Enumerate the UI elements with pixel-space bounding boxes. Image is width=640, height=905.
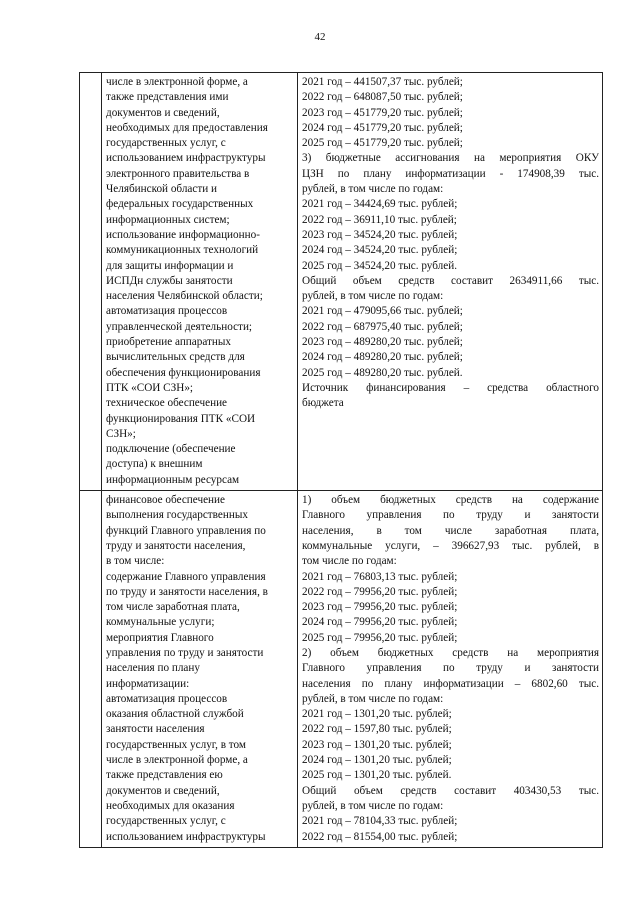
description-line: государственных услуг, с: [106, 815, 226, 828]
description-line: информационным ресурсам: [106, 473, 240, 486]
description-line: функций Главного управления по: [106, 524, 266, 537]
description-line: управленческой деятельности;: [106, 320, 253, 333]
description-line: в том числе:: [106, 555, 165, 568]
description-line: Челябинской области и: [106, 183, 218, 196]
funding-line: рублей, в том числе по годам:: [302, 290, 444, 303]
funding-line: 2025 год – 1301,20 тыс. рублей.: [302, 769, 452, 782]
funding-line: том числе по годам:: [302, 555, 397, 568]
funding-line: коммунальные услуги, – 396627,93 тыс. рублей, в: [302, 539, 599, 552]
funding-line: 2021 год – 1301,20 тыс. рублей;: [302, 708, 452, 721]
funding-line: рублей, в том числе по годам:: [302, 799, 444, 812]
funding-line: 2023 год – 79956,20 тыс. рублей;: [302, 601, 458, 614]
description-line: числе в электронной форме, а: [106, 754, 248, 767]
description-line: финансовое обеспечение: [106, 494, 225, 507]
funding-line: 3) бюджетные ассигнования на мероприятия ОКУ: [302, 152, 599, 165]
funding-line: 2021 год – 479095,66 тыс. рублей;: [302, 305, 463, 318]
funding-line: 2022 год – 79956,20 тыс. рублей;: [302, 585, 458, 598]
description-line: также представления ими: [106, 91, 229, 104]
description-line: коммунальные услуги;: [106, 616, 215, 629]
description-line: также представления ею: [106, 769, 223, 782]
description-line: вычислительных средств для: [106, 351, 245, 364]
description-line: ИСПДн службы занятости: [106, 274, 233, 287]
description-line: необходимых для оказания: [106, 799, 235, 812]
funding-line: Главного управления по труду и занятости: [302, 509, 599, 522]
description-line: по труду и занятости населения, в: [106, 585, 268, 598]
description-line: числе в электронной форме, а: [106, 76, 248, 88]
program-table: [79, 72, 603, 848]
funding-line: 2025 год – 451779,20 тыс. рублей;: [302, 137, 463, 150]
funding-line: 2022 год – 687975,40 тыс. рублей;: [302, 320, 463, 333]
description-line: документов и сведений,: [106, 106, 220, 119]
funding-line: 1) объем бюджетных средств на содержание: [302, 494, 599, 507]
funding-line: бюджета: [302, 397, 344, 410]
funding-line: 2025 год – 489280,20 тыс. рублей.: [302, 366, 463, 379]
description-line: функционирования ПТК «СОИ: [106, 412, 256, 425]
description-line: использование информационно-: [106, 228, 260, 241]
index-cell: [80, 491, 102, 848]
funding-line: 2024 год – 79956,20 тыс. рублей;: [302, 616, 458, 629]
funding-line: Общий объем средств составит 403430,53 тыс.: [302, 784, 599, 797]
description-line: содержание Главного управления: [106, 570, 266, 583]
page-number: 42: [314, 31, 326, 43]
description-line: автоматизация процессов: [106, 305, 228, 318]
funding-line: населения, в том числе заработная плата,: [302, 524, 599, 537]
funding-line: 2024 год – 34524,20 тыс. рублей;: [302, 244, 458, 257]
description-line: обеспечения функционирования: [106, 366, 261, 379]
funding-line: Источник финансирования – средства областного: [302, 381, 599, 394]
description-line: использованием инфраструктуры: [106, 152, 266, 165]
description-line: информационных систем;: [106, 213, 230, 226]
description-line: оказания областной службой: [106, 708, 244, 721]
description-line: мероприятия Главного: [106, 631, 214, 644]
index-cell: [80, 73, 102, 491]
funding-line: 2) объем бюджетных средств на мероприятия: [302, 646, 599, 659]
description-line: государственных услуг, с: [106, 137, 226, 150]
description-lines: [102, 491, 297, 847]
funding-line: 2023 год – 489280,20 тыс. рублей;: [302, 336, 463, 349]
funding-line: 2023 год – 1301,20 тыс. рублей;: [302, 738, 452, 751]
funding-line: 2022 год – 648087,50 тыс. рублей;: [302, 91, 463, 104]
funding-line: 2022 год – 81554,00 тыс. рублей;: [302, 830, 458, 843]
funding-line: ЦЗН по плану информатизации - 174908,39 тыс.: [302, 167, 599, 180]
description-lines: [102, 73, 297, 490]
description-line: использованием инфраструктуры: [106, 830, 266, 843]
funding-line: 2025 год – 79956,20 тыс. рублей;: [302, 631, 458, 644]
funding-line: 2021 год – 34424,69 тыс. рублей;: [302, 198, 458, 211]
description-line: том числе заработная плата,: [106, 601, 240, 614]
description-line: приобретение аппаратных: [106, 336, 232, 349]
funding-lines: [298, 491, 602, 847]
funding-line: 2021 год – 78104,33 тыс. рублей;: [302, 815, 458, 828]
description-line: государственных услуг, в том: [106, 738, 246, 751]
description-line: населения по плану: [106, 662, 200, 675]
description-line: доступа) к внешним: [106, 458, 203, 471]
description-line: для защиты информации и: [106, 259, 234, 272]
description-line: федеральных государственных: [106, 198, 254, 211]
funding-line: 2022 год – 1597,80 тыс. рублей;: [302, 723, 452, 736]
description-line: труду и занятости населения,: [106, 539, 246, 552]
description-line: документов и сведений,: [106, 784, 220, 797]
description-cell: [102, 491, 298, 848]
funding-line: 2024 год – 451779,20 тыс. рублей;: [302, 121, 463, 134]
funding-line: 2021 год – 76803,13 тыс. рублей;: [302, 570, 458, 583]
description-line: автоматизация процессов: [106, 692, 228, 705]
description-line: населения Челябинской области;: [106, 290, 263, 303]
description-line: необходимых для предоставления: [106, 121, 268, 134]
funding-line: Общий объем средств составит 2634911,66 тыс.: [302, 274, 599, 287]
description-line: информатизации:: [106, 677, 190, 690]
description-line: электронного правительства в: [106, 167, 250, 180]
funding-cell: [298, 491, 603, 848]
table-row: [80, 491, 603, 848]
description-line: техническое обеспечение: [106, 397, 228, 410]
description-line: коммуникационных технологий: [106, 244, 259, 257]
funding-line: 2025 год – 34524,20 тыс. рублей.: [302, 259, 457, 272]
description-line: СЗН»;: [106, 427, 136, 440]
funding-line: 2023 год – 34524,20 тыс. рублей;: [302, 228, 458, 241]
funding-cell: [298, 73, 603, 491]
funding-line: 2021 год – 441507,37 тыс. рублей;: [302, 76, 463, 88]
description-line: занятости населения: [106, 723, 205, 736]
funding-line: Главного управления по труду и занятости: [302, 662, 599, 675]
description-line: подключение (обеспечение: [106, 443, 236, 456]
funding-line: рублей, в том числе по годам:: [302, 183, 444, 196]
funding-line: 2023 год – 451779,20 тыс. рублей;: [302, 106, 463, 119]
funding-line: 2022 год – 36911,10 тыс. рублей;: [302, 213, 457, 226]
funding-lines: [298, 73, 602, 414]
description-line: ПТК «СОИ СЗН»;: [106, 381, 194, 394]
description-cell: [102, 73, 298, 491]
description-line: выполнения государственных: [106, 509, 248, 522]
funding-line: населения по плану информатизации – 6802,60 тыс.: [302, 677, 599, 690]
description-line: управления по труду и занятости: [106, 646, 264, 659]
table-row: [80, 73, 603, 491]
funding-line: 2024 год – 1301,20 тыс. рублей;: [302, 754, 452, 767]
funding-line: 2024 год – 489280,20 тыс. рублей;: [302, 351, 463, 364]
funding-line: рублей, в том числе по годам:: [302, 692, 444, 705]
